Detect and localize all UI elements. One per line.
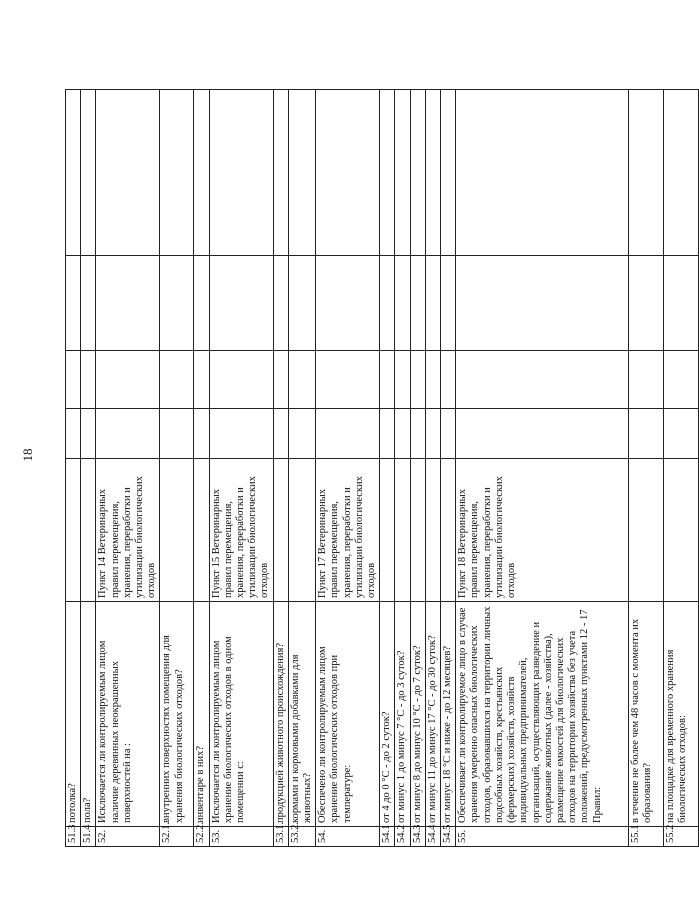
reference-cell [160,459,194,602]
answer-no-cell [66,351,81,409]
item-number: 55.1 [629,827,664,847]
note-cell [664,90,699,256]
answer-yes-cell [441,409,456,459]
question-cell: от минус 1 до минус 7 °С - до 3 суток? [395,602,410,827]
question-cell: потолка? [66,602,81,827]
note-cell [194,90,209,256]
answer-no-cell [96,351,160,409]
answer-yes-cell [209,409,273,459]
note-cell [456,90,629,256]
answer-no-cell [410,351,425,409]
item-number: 54.4 [425,827,440,847]
item-number: 53. [209,827,273,847]
note-cell [66,90,81,256]
answer-na-cell [209,256,273,351]
answer-no-cell [288,351,315,409]
reference-cell: Пункт 18 Ветеринарных правил перемещения, хранения, переработки и утилизации биологических отходов [456,459,629,602]
reference-cell [194,459,209,602]
item-number: 55.2 [664,827,699,847]
answer-na-cell [288,256,315,351]
item-number: 52. [96,827,160,847]
note-cell [629,90,664,256]
reference-cell [664,459,699,602]
answer-no-cell [273,351,288,409]
table-row [441,90,456,847]
reference-cell [380,459,395,602]
question-cell: внутренних поверхностях помещения для хранения биологических отходов? [160,602,194,827]
answer-na-cell [629,256,664,351]
note-cell [96,90,160,256]
reference-cell [441,459,456,602]
answer-yes-cell [288,409,315,459]
note-cell [441,90,456,256]
answer-na-cell [410,256,425,351]
table-row [209,90,273,847]
page-number: 18 [20,448,35,462]
note-cell [209,90,273,256]
item-number: 54.5 [441,827,456,847]
question-cell: Обеспечивает ли контролируемое лицо в случае хранения умеренно опасных биологических отходов, образовавшихся на территории личных подсобных хозяйств, крестьянских (фермерских) хозяйств, хозяйств индивидуальных предпринимателей, организаций, осуществляющих разведение и содержание животных (далее - хозяйства), размещение емкостей для биологических отходов на территории хозяйства без учета положений, предусмотренных пунктами 12 - 17 Правил: [456,602,629,827]
question-cell: в течение не более чем 48 часов с момента их образования? [629,602,664,827]
question-cell: от минус 8 до минус 10 °С - до 7 суток? [410,602,425,827]
note-cell [380,90,395,256]
question-cell: пола? [81,602,96,827]
note-cell [410,90,425,256]
item-number: 52.2. [194,827,209,847]
table-row [664,90,699,847]
answer-yes-cell [664,409,699,459]
answer-na-cell [81,256,96,351]
answer-na-cell [96,256,160,351]
answer-yes-cell [66,409,81,459]
answer-yes-cell [160,409,194,459]
reference-cell [410,459,425,602]
reference-cell [288,459,315,602]
table-row [81,90,96,847]
table-row [395,90,410,847]
table-row [194,90,209,847]
reference-cell [66,459,81,602]
reference-cell: Пункт 15 Ветеринарных правил перемещения, хранения, переработки и утилизации биологических отходов [209,459,273,602]
reference-cell [425,459,440,602]
answer-yes-cell [194,409,209,459]
answer-na-cell [456,256,629,351]
note-cell [395,90,410,256]
answer-na-cell [160,256,194,351]
item-number: 53.1. [273,827,288,847]
answer-na-cell [194,256,209,351]
reference-cell [395,459,410,602]
answer-no-cell [316,351,380,409]
answer-yes-cell [629,409,664,459]
table-row [410,90,425,847]
item-number: 54. [316,827,380,847]
reference-cell [81,459,96,602]
note-cell [160,90,194,256]
question-cell: кормами и кормовыми добавками для животных? [288,602,315,827]
question-cell: от минус 18 °С и ниже - до 12 месяцев? [441,602,456,827]
question-cell: на площадке для временного хранения биологических отходов: [664,602,699,827]
item-number: 54.3 [410,827,425,847]
answer-no-cell [629,351,664,409]
question-cell: Исключается ли контролируемым лицом наличие деревянных неокрашенных поверхностей на : [96,602,160,827]
table-row [160,90,194,847]
note-cell [288,90,315,256]
reference-cell: Пункт 17 Ветеринарных правил перемещения, хранения, переработки и утилизации биологических отходов [316,459,380,602]
answer-no-cell [456,351,629,409]
answer-na-cell [380,256,395,351]
table-row [316,90,380,847]
item-number: 51.3 [66,827,81,847]
item-number: 54.2 [395,827,410,847]
question-cell: от минус 11 до минус 17 °С - до 30 суток? [425,602,440,827]
answer-no-cell [209,351,273,409]
reference-cell [273,459,288,602]
table-row [629,90,664,847]
answer-na-cell [273,256,288,351]
item-number: 51.4 [81,827,96,847]
table-row [66,90,81,847]
table-row [288,90,315,847]
item-number: 53.2. [288,827,315,847]
answer-no-cell [81,351,96,409]
answer-yes-cell [380,409,395,459]
table-row [425,90,440,847]
table-row [380,90,395,847]
item-number: 55. [456,827,629,847]
table-row [456,90,629,847]
question-cell: Обеспечено ли контролируемым лицом хранение биологических отходов при температуре: [316,602,380,827]
question-cell: продукцией животного происхождения? [273,602,288,827]
answer-no-cell [395,351,410,409]
answer-yes-cell [456,409,629,459]
checklist-body [66,90,699,847]
answer-yes-cell [316,409,380,459]
answer-no-cell [194,351,209,409]
item-number: 54.1 [380,827,395,847]
question-cell: от 4 до 0 °С - до 2 суток? [380,602,395,827]
answer-yes-cell [395,409,410,459]
answer-yes-cell [425,409,440,459]
answer-no-cell [441,351,456,409]
answer-yes-cell [273,409,288,459]
checklist-table [65,89,699,847]
reference-cell: Пункт 14 Ветеринарных правил перемещения, хранения, переработки и утилизации биологических отходов [96,459,160,602]
answer-yes-cell [410,409,425,459]
table-row [96,90,160,847]
note-cell [81,90,96,256]
answer-yes-cell [96,409,160,459]
answer-no-cell [664,351,699,409]
table-row [273,90,288,847]
answer-na-cell [66,256,81,351]
answer-na-cell [441,256,456,351]
answer-yes-cell [81,409,96,459]
answer-na-cell [425,256,440,351]
question-cell: Исключается ли контролируемым лицом хранение биологических отходов в одном помещении с: [209,602,273,827]
note-cell [425,90,440,256]
answer-no-cell [425,351,440,409]
checklist-table-rotated [65,90,689,847]
question-cell: инвентаре в них? [194,602,209,827]
answer-na-cell [664,256,699,351]
answer-no-cell [380,351,395,409]
note-cell [273,90,288,256]
item-number: 52.1. [160,827,194,847]
reference-cell [629,459,664,602]
answer-no-cell [160,351,194,409]
answer-na-cell [395,256,410,351]
note-cell [316,90,380,256]
answer-na-cell [316,256,380,351]
